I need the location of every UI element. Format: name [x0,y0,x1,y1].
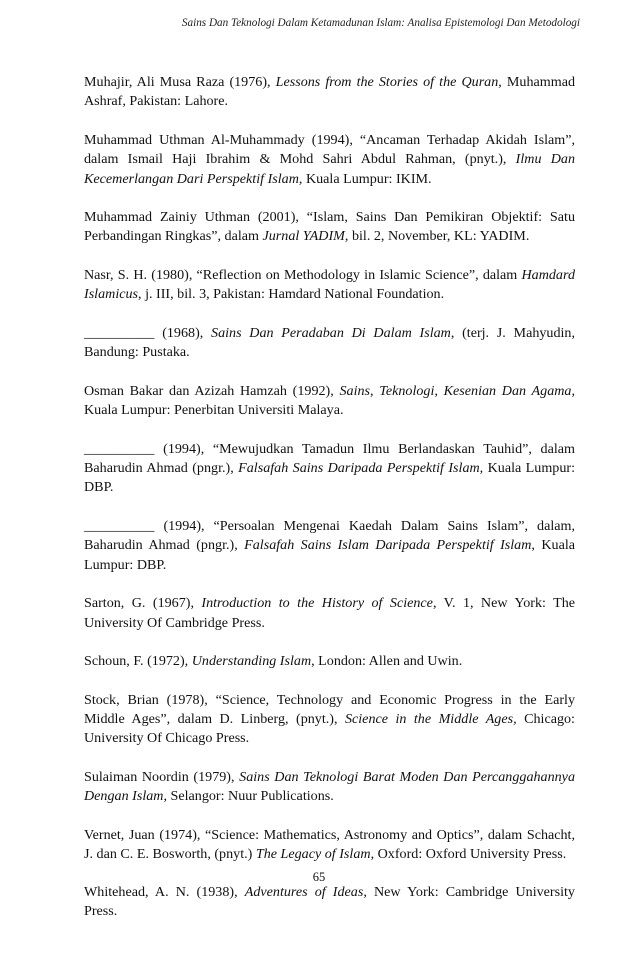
reference-entry [84,652,575,671]
reference-entry [84,440,575,498]
reference-title: The Legacy of Islam [255,845,371,862]
reference-entry [84,883,575,922]
reference-text: , Muhammad Ashraf, Pakistan: Lahore. [84,74,576,110]
reference-title: Lessons from the Stories of the Quran [275,74,499,90]
reference-text: __________ (1994), “Persoalan Mengenai Kaedah Dalam Sains Islam”, dalam, Baharudin Ahmad (pngr.), [84,518,575,554]
reference-entry [84,768,575,807]
reference-entry [84,382,575,421]
reference-title: Ilmu Dan Kecemerlangan Dari Perspektif Islam [84,151,575,187]
reference-text: , London: Allen and Uwin. [311,653,463,670]
reference-entry [84,208,575,247]
reference-entry [84,691,575,749]
reference-title: Jurnal YADIM [262,228,345,245]
reference-text: , V. 1, New York: The University Of Cambridge Press. [84,595,575,631]
reference-text: Muhammad Zainiy Uthman (2001), “Islam, Sains Dan Pemikiran Objektif: Satu Perbandingan Ringkas”, dalam [84,208,575,245]
reference-text: __________ (1968), [84,324,212,341]
reference-entry [84,517,575,575]
reference-text: , Kuala Lumpur: IKIM. [298,170,432,187]
reference-text: Kuala Lumpur: DBP. [84,460,576,496]
reference-text: Sarton, G. (1967), [84,595,202,612]
reference-entry [84,594,575,633]
reference-text: Whitehead, A. N. (1938), [84,884,245,901]
reference-text: , New York: Cambridge University Press. [84,884,575,920]
reference-title: Adventures of Ideas [244,884,364,901]
reference-text: , Kuala Lumpur: DBP. [84,537,576,573]
reference-title: Sains Dan Teknologi Barat Moden Dan Percanggahannya Dengan Islam [84,768,575,805]
reference-text: Vernet, Juan (1974), “Science: Mathematics, Astronomy and Optics”, dalam Schacht, J. dan C. E. Bosworth, (pnyt.) [84,826,575,862]
reference-title: Falsafah Sains Daripada Perspektif Islam, [238,460,484,477]
reference-text: , Oxford: Oxford University Press. [370,845,567,862]
reference-title: Science in the Middle Ages, [344,710,517,727]
reference-title: Sains Dan Peradaban Di Dalam Islam [211,324,451,341]
reference-text: , Kuala Lumpur: Penerbitan Universiti Malaya. [84,382,576,419]
reference-title: Introduction to the History of Science [201,595,433,612]
reference-title: Sains, Teknologi, Kesenian Dan Agama [339,382,572,399]
reference-text: Osman Bakar dan Azizah Hamzah (1992), [84,382,340,399]
page-number: 65 [312,870,326,884]
reference-text: , j. III, bil. 3, Pakistan: Hamdard National Foundation. [138,286,445,303]
reference-entry [84,324,575,363]
reference-text: Stock, Brian (1978), “Science, Technology and Economic Progress in the Early Middle Ages”, dalam D. Linberg, (pnyt.), [84,691,575,727]
reference-entry [84,73,575,112]
reference-entry [84,266,575,305]
reference-text: , Selangor: Nuur Publications. [163,788,334,805]
reference-entry [84,826,575,865]
running-header: Sains Dan Teknologi Dalam Ketamadunan Islam: Analisa Epistemologi Dan Metodologi [181,17,580,29]
reference-title: Understanding Islam [191,653,312,670]
reference-text: Schoun, F. (1972), [84,653,192,670]
reference-text: __________ (1994), “Mewujudkan Tamadun Ilmu Berlandaskan Tauhid”, dalam Baharudin Ahmad (pngr.), [84,440,575,477]
reference-title: Hamdard Islamicus [84,266,575,303]
reference-text: Sulaiman Noordin (1979), [84,768,240,785]
reference-text: , (terj. J. Mahyudin, Bandung: Pustaka. [84,324,575,361]
reference-text: , bil. 2, November, KL: YADIM. [344,228,530,245]
reference-text: Nasr, S. H. (1980), “Reflection on Methodology in Islamic Science”, dalam [84,266,522,283]
reference-text: Muhammad Uthman Al-Muhammady (1994), “Ancaman Terhadap Akidah Islam”, dalam Ismail Haji Ibrahim & Mohd Sahri Abdul Rahman, (pnyt.), [84,131,575,168]
reference-title: Falsafah Sains Islam Daripada Perspektif Islam [244,537,532,554]
reference-text: Muhajir, Ali Musa Raza (1976), [84,74,276,90]
reference-entry [84,131,575,189]
reference-list [84,73,575,940]
reference-text: Chicago: University Of Chicago Press. [84,710,575,747]
